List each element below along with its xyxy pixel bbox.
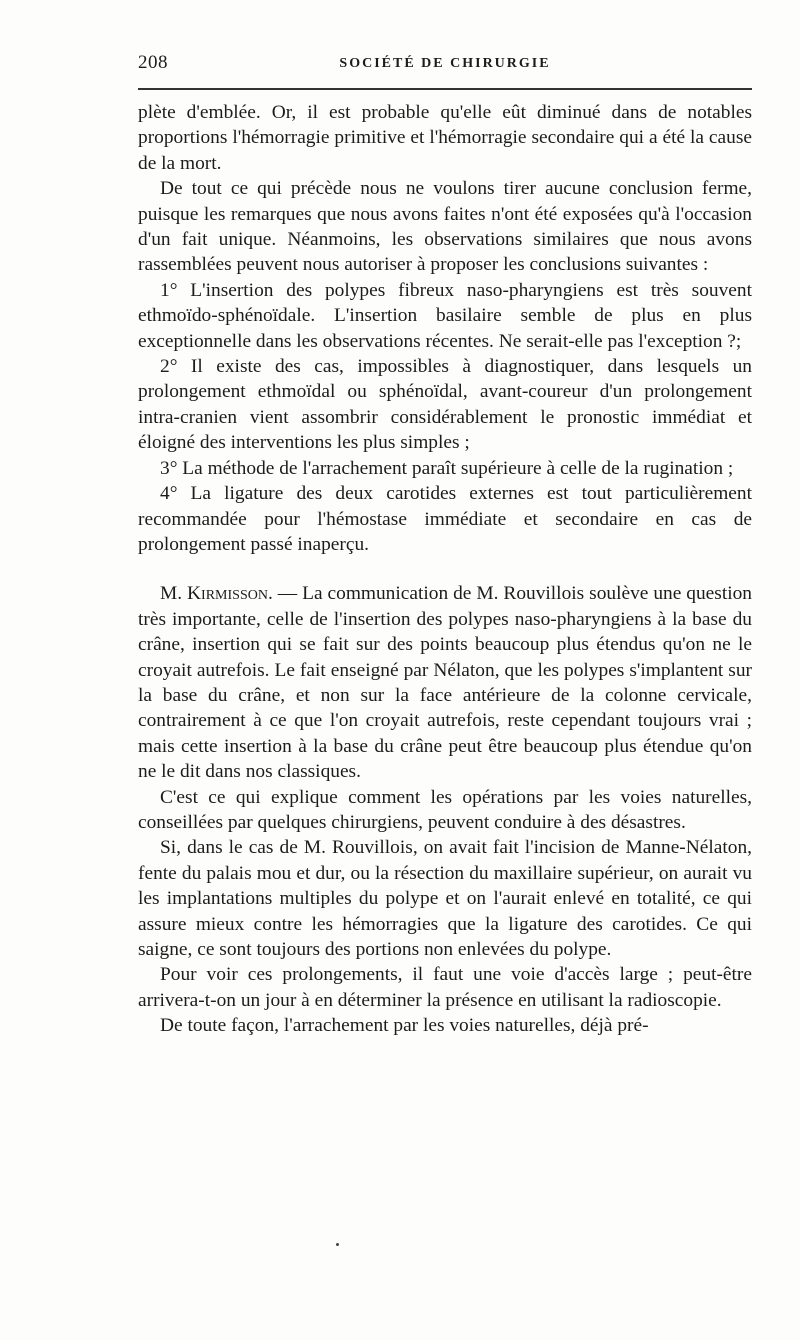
running-head: [138, 46, 752, 80]
conclusion-item: 2° Il existe des cas, impossibles à diagnostiquer, dans lesquels un prolongement ethmoïdal ou sphénoïdal, avant-coureur d'un prolongement intra-cranien vient assombrir considérablement le pronostic immédiat et éloigné des interventions les plus simples ;: [138, 356, 752, 454]
body-text: [138, 100, 752, 1039]
paragraph: C'est ce qui explique comment les opérations par les voies naturelles, conseillées par quelques chirurgiens, peuvent conduire à des désastres.: [138, 786, 752, 833]
running-title: SOCIÉTÉ DE CHIRURGIE: [339, 56, 551, 71]
book-page: [138, 46, 752, 1039]
paragraph: De tout ce qui précède nous ne voulons tirer aucune conclusion ferme, puisque les remarques que nous avons faites n'ont été exposées qu'à l'occasion d'un fait unique. Néanmoins, les observations similaires que nous avons rassemblées peuvent nous autoriser à proposer les conclusions suivantes :: [138, 178, 752, 276]
header-rule: [138, 88, 752, 90]
paragraph: Pour voir ces prolongements, il faut une voie d'accès large ; peut-être arrivera-t-on un jour à en déterminer la présence en utilisant la radioscopie.: [138, 964, 752, 1011]
print-speck: [336, 1243, 339, 1246]
paragraph: Si, dans le cas de M. Rouvillois, on avait fait l'incision de Manne-Nélaton, fente du palais mou et dur, ou la résection du maxillaire supérieur, on aurait vu les implantations multiples du polype et on l'aurait enlevé en totalité, ce qui assure mieux contre les hémorragies que la ligature des carotides. Ce qui saigne, ce sont toujours des portions non enlevées du polype.: [138, 837, 752, 960]
speaker-name: M. Kirmisson.: [160, 583, 273, 605]
conclusion-item: 1° L'insertion des polypes fibreux naso-pharyngiens est très souvent ethmoïdo-sphénoïdale. L'insertion basilaire semble de plus en plus exceptionnelle dans les observations récentes. Ne serait-elle pas l'exception ?;: [138, 279, 752, 352]
conclusion-item: 4° La ligature des deux carotides externes est tout particulièrement recommandée pour l'hémostase immédiate et secondaire en cas de prolongement passé inaperçu.: [138, 483, 752, 555]
page-number: 208: [138, 52, 168, 73]
paragraph: plète d'emblée. Or, il est probable qu'elle eût diminué dans de notables proportions l'hémorragie primitive et l'hémorragie secondaire qui a été la cause de la mort.: [138, 102, 752, 174]
discussion-paragraph: [138, 581, 752, 784]
discussion-text: — La communication de M. Rouvillois soulève une question très importante, celle de l'insertion des polypes naso-pharyngiens à la base du crâne, insertion qui se fait sur des points beaucoup plus étendus qu'on ne le croyait autrefois. Le fait enseigné par Nélaton, que les polypes s'implantent sur la base du crâne, et non sur la face antérieure de la colonne cervicale, contrairement à ce que l'on croyait autrefois, reste cependant toujours vrai ; mais cette insertion à la base du crâne peut être beaucoup plus étendue qu'on ne le dit dans nos classiques.: [138, 583, 753, 783]
paragraph: De toute façon, l'arrachement par les voies naturelles, déjà pré-: [160, 1015, 649, 1037]
conclusion-item: 3° La méthode de l'arrachement paraît supérieure à celle de la rugination ;: [160, 457, 734, 479]
